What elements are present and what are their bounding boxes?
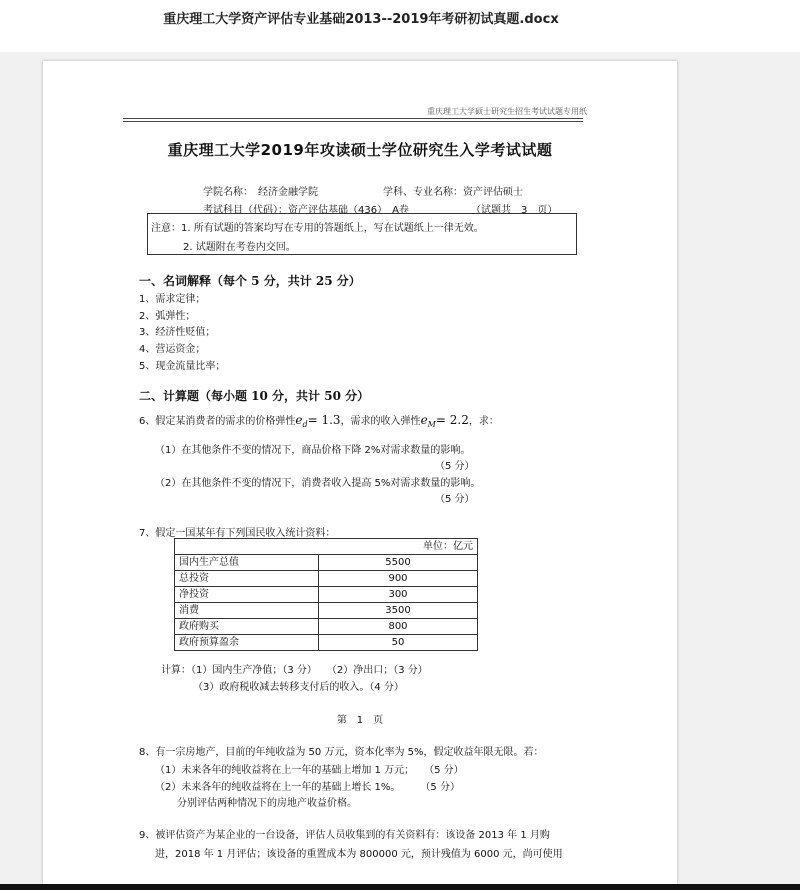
sec1-item: 4、营运资金； [139, 344, 206, 355]
bottom-bar [0, 884, 800, 890]
table-unit: 单位：亿元 [175, 539, 478, 555]
sec1-item: 1、需求定律； [139, 294, 206, 305]
table-cell-value: 800 [319, 619, 478, 635]
question-8-part-2: （2）未来各年的纯收益将在上一年的基础上增长 1%。 （5 分） [155, 782, 460, 793]
question-7: 7、假定一国某年有下列国民收入统计资料： [139, 528, 336, 539]
question-8-part-1: （1）未来各年的纯收益将在上一年的基础上增加 1 万元； （5 分） [155, 765, 464, 776]
title-bar [0, 0, 800, 52]
exam-title: 重庆理工大学2019年攻读硕士学位研究生入学考试试题 [167, 141, 553, 159]
table-row [175, 603, 478, 619]
pages-total: （试题共 3 页） [471, 205, 558, 216]
notice-line-2: 2. 试题附在考卷内交回。 [183, 242, 296, 253]
table-cell-value: 5500 [319, 555, 478, 571]
table-cell-label: 政府购买 [175, 619, 319, 635]
table-cell-label: 总投资 [175, 571, 319, 587]
table-cell-label: 净投资 [175, 587, 319, 603]
document-page [43, 61, 677, 884]
table-row [175, 555, 478, 571]
section-1-title: 一、名词解释（每个 5 分，共计 25 分） [139, 274, 361, 288]
header-rule [123, 118, 583, 119]
question-6: 6、假定某消费者的需求的价格弹性$e_d= 1.3$，需求的收入弹性$e_M= 2.2$，求： [139, 413, 499, 429]
header-rule-2 [123, 121, 583, 122]
table-row [175, 587, 478, 603]
table-cell-value: 3500 [319, 603, 478, 619]
table-row [175, 571, 478, 587]
sec1-item: 3、经济性贬值； [139, 327, 216, 338]
question-7-calc-2: （3）政府税收减去转移支付后的收入。（4 分） [193, 682, 404, 693]
sec1-item: 5、现金流量比率； [139, 361, 226, 372]
page-number: 第 1 页 [336, 715, 384, 726]
table-cell-value: 50 [319, 635, 478, 651]
table-row [175, 619, 478, 635]
question-6-part-2: （2）在其他条件不变的情况下，消费者收入提高 5%对需求数量的影响。 [155, 478, 481, 489]
exam-subject: 考试科目（代码）：资产评估基础（436） A卷 [203, 205, 409, 216]
income-statistics-table [174, 538, 478, 651]
college-name: 学院名称： 经济金融学院 [203, 187, 318, 198]
question-8: 8、有一宗房地产，目前的年纯收益为 50 万元，资本化率为 5%，假定收益年限无限。若： [139, 747, 544, 758]
question-9-line-2: 进，2018 年 1 月评估；该设备的重置成本为 800000 元，预计残值为 6000 元，尚可使用 [155, 849, 563, 860]
major-name: 学科、专业名称：资产评估硕士 [383, 187, 523, 198]
question-8-part-3: 分别评估两种情况下的房地产收益价格。 [177, 798, 357, 809]
table-cell-value: 900 [319, 571, 478, 587]
notice-line-1: 注意：1. 所有试题的答案均写在专用的答题纸上，写在试题纸上一律无效。 [151, 223, 484, 234]
table-cell-value: 300 [319, 587, 478, 603]
document-filename: 重庆理工大学资产评估专业基础2013--2019年考研初试真题.docx [163, 12, 559, 27]
sec1-item: 2、弧弹性； [139, 311, 196, 322]
question-6-part-1: （1）在其他条件不变的情况下，商品价格下降 2%对需求数量的影响。 [155, 445, 471, 456]
question-6-part-1-score: （5 分） [435, 461, 475, 472]
table-cell-label: 国内生产总值 [175, 555, 319, 571]
table-cell-label: 消费 [175, 603, 319, 619]
question-9-line-1: 9、被评估资产为某企业的一台设备，评估人员收集到的有关资料有：该设备 2013 年 1 月购 [139, 830, 550, 841]
section-2-title: 二、计算题（每小题 10 分，共计 50 分） [139, 389, 370, 403]
table-cell-label: 政府预算盈余 [175, 635, 319, 651]
table-row [175, 635, 478, 651]
header-right-text: 重庆理工大学硕士研究生招生考试试题专用纸 [427, 107, 587, 116]
table-unit-row [175, 539, 478, 555]
question-6-part-2-score: （5 分） [435, 494, 475, 505]
question-7-calc-1: 计算：（1）国内生产净值；（3 分） （2）净出口；（3 分） [161, 665, 428, 676]
